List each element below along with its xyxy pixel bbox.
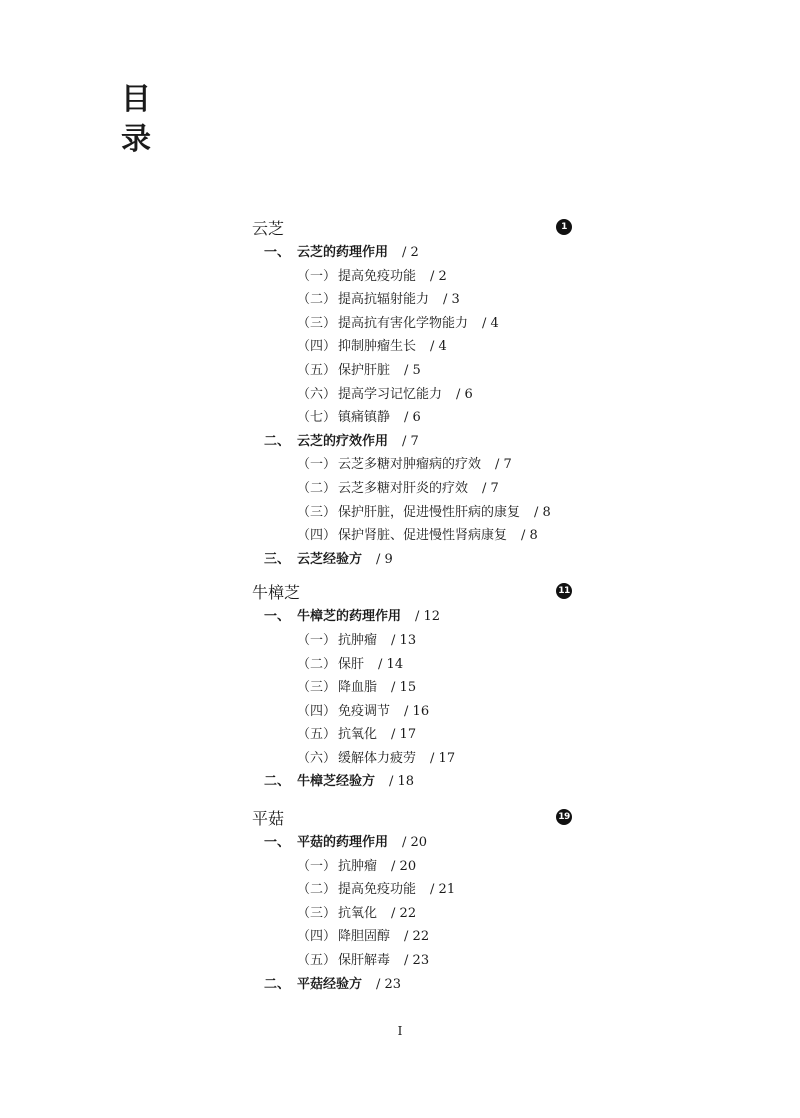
entry-page: / 8 bbox=[534, 504, 551, 520]
entry-title: 提高免疫功能 bbox=[338, 268, 417, 284]
entry-number: 一、 bbox=[264, 245, 291, 260]
chapter-page-badge: 11 bbox=[556, 583, 572, 599]
entry-title: 保肝 bbox=[338, 656, 365, 672]
entry-page: / 13 bbox=[391, 632, 417, 648]
toc-subsection-entry[interactable] bbox=[252, 288, 572, 312]
entry-title: 降血脂 bbox=[338, 680, 378, 696]
entry-page: / 2 bbox=[402, 245, 419, 260]
entry-number: 二、 bbox=[264, 433, 291, 449]
entry-title: 云芝多糖对肝炎的疗效 bbox=[338, 480, 469, 496]
toc-section-entry[interactable] bbox=[252, 241, 572, 265]
entry-page: / 17 bbox=[391, 727, 417, 743]
entry-title: 保护肾脏、促进慢性肾病康复 bbox=[338, 528, 508, 544]
entry-title: 保护肝脏 bbox=[338, 362, 391, 378]
entry-number: （四） bbox=[297, 929, 337, 945]
entry-page: / 7 bbox=[495, 457, 512, 473]
entry-title: 牛樟芝的药理作用 bbox=[297, 609, 402, 625]
entry-number: 二、 bbox=[264, 976, 291, 992]
chapter-title: 平菇 bbox=[252, 808, 285, 828]
entry-title: 云芝的疗效作用 bbox=[297, 433, 389, 449]
chapter-title: 云芝 bbox=[252, 218, 285, 238]
entry-page: / 23 bbox=[376, 976, 402, 992]
entry-number: 一、 bbox=[264, 609, 291, 625]
page-title-char-1: 目 bbox=[121, 82, 151, 117]
entry-title: 云芝的药理作用 bbox=[297, 245, 389, 260]
entry-page: / 15 bbox=[391, 680, 417, 696]
entry-title: 平菇的药理作用 bbox=[297, 835, 389, 851]
entry-title: 保护肝脏，促进慢性肝病的康复 bbox=[338, 504, 521, 520]
toc-subsection-entry[interactable] bbox=[252, 477, 572, 501]
chapter-title: 牛樟芝 bbox=[252, 582, 301, 602]
entry-page: / 3 bbox=[443, 292, 460, 308]
page-number: I bbox=[397, 1024, 403, 1038]
chapter bbox=[252, 213, 572, 571]
chapter-heading[interactable] bbox=[252, 577, 572, 605]
entry-number: （二） bbox=[297, 882, 337, 898]
toc-subsection-entry[interactable] bbox=[252, 747, 572, 771]
chapter-page-badge: 19 bbox=[556, 809, 572, 825]
entry-title: 云芝经验方 bbox=[297, 551, 363, 567]
entry-number: （五） bbox=[297, 362, 337, 378]
toc-subsection-entry[interactable] bbox=[252, 949, 572, 973]
entry-page: / 7 bbox=[482, 480, 499, 496]
entry-title: 免疫调节 bbox=[338, 703, 391, 719]
entry-number: （四） bbox=[297, 339, 337, 355]
toc-subsection-entry[interactable] bbox=[252, 723, 572, 747]
entry-page: / 22 bbox=[391, 905, 417, 921]
entry-page: / 20 bbox=[391, 858, 417, 874]
entry-number: （二） bbox=[297, 656, 337, 672]
chapter-heading[interactable] bbox=[252, 803, 572, 831]
entry-title: 云芝多糖对肿瘤病的疗效 bbox=[338, 457, 482, 473]
entry-title: 抗氧化 bbox=[338, 727, 378, 743]
entry-page: / 16 bbox=[404, 703, 430, 719]
entry-page: / 9 bbox=[376, 551, 393, 567]
toc-subsection-entry[interactable] bbox=[252, 335, 572, 359]
toc-section-entry[interactable] bbox=[252, 430, 572, 454]
entry-title: 降胆固醇 bbox=[338, 929, 391, 945]
toc-subsection-entry[interactable] bbox=[252, 653, 572, 677]
entry-page: / 8 bbox=[521, 528, 538, 544]
entry-number: （四） bbox=[297, 703, 337, 719]
entry-page: / 4 bbox=[430, 339, 447, 355]
entry-number: （六） bbox=[297, 750, 337, 766]
entry-title: 缓解体力疲劳 bbox=[338, 750, 417, 766]
entry-page: / 17 bbox=[430, 750, 456, 766]
entry-page: / 2 bbox=[430, 268, 447, 284]
toc-subsection-entry[interactable] bbox=[252, 878, 572, 902]
toc-subsection-entry[interactable] bbox=[252, 902, 572, 926]
toc-subsection-entry[interactable] bbox=[252, 501, 572, 525]
toc-subsection-entry[interactable] bbox=[252, 383, 572, 407]
entry-title: 提高抗辐射能力 bbox=[338, 292, 430, 308]
table-of-contents bbox=[252, 213, 572, 996]
entry-number: （三） bbox=[297, 905, 337, 921]
toc-section-entry[interactable] bbox=[252, 548, 572, 572]
chapter-page-badge: 1 bbox=[556, 219, 572, 235]
entry-number: （四） bbox=[297, 528, 337, 544]
entry-title: 抗氧化 bbox=[338, 905, 378, 921]
entry-number: （五） bbox=[297, 727, 337, 743]
toc-section-entry[interactable] bbox=[252, 973, 572, 997]
toc-subsection-entry[interactable] bbox=[252, 629, 572, 653]
entry-number: （二） bbox=[297, 292, 337, 308]
entry-number: 二、 bbox=[264, 774, 291, 790]
entry-page: / 6 bbox=[404, 410, 421, 426]
entry-number: （二） bbox=[297, 480, 337, 496]
entry-number: （一） bbox=[297, 268, 337, 284]
toc-subsection-entry[interactable] bbox=[252, 855, 572, 879]
entry-number: （三） bbox=[297, 315, 337, 331]
toc-subsection-entry[interactable] bbox=[252, 700, 572, 724]
entry-number: 一、 bbox=[264, 835, 291, 851]
entry-number: 三、 bbox=[264, 551, 291, 567]
entry-title: 提高学习记忆能力 bbox=[338, 386, 443, 402]
toc-section-entry[interactable] bbox=[252, 605, 572, 629]
entry-title: 保肝解毒 bbox=[338, 953, 391, 969]
entry-title: 提高抗有害化学物能力 bbox=[338, 315, 469, 331]
toc-subsection-entry[interactable] bbox=[252, 359, 572, 383]
entry-title: 抑制肿瘤生长 bbox=[338, 339, 417, 355]
chapter bbox=[252, 577, 572, 794]
toc-section-entry[interactable] bbox=[252, 831, 572, 855]
toc-subsection-entry[interactable] bbox=[252, 265, 572, 289]
entry-number: （七） bbox=[297, 410, 337, 426]
entry-page: / 7 bbox=[402, 433, 419, 449]
entry-page: / 22 bbox=[404, 929, 430, 945]
entry-title: 抗肿瘤 bbox=[338, 858, 378, 874]
entry-page: / 23 bbox=[404, 953, 430, 969]
toc-subsection-entry[interactable] bbox=[252, 453, 572, 477]
toc-subsection-entry[interactable] bbox=[252, 312, 572, 336]
entry-title: 抗肿瘤 bbox=[338, 632, 378, 648]
entry-number: （一） bbox=[297, 457, 337, 473]
page-title bbox=[116, 80, 156, 160]
entry-number: （三） bbox=[297, 680, 337, 696]
entry-title: 镇痛镇静 bbox=[338, 410, 391, 426]
entry-title: 牛樟芝经验方 bbox=[297, 774, 376, 790]
entry-number: （六） bbox=[297, 386, 337, 402]
entry-page: / 5 bbox=[404, 362, 421, 378]
entry-page: / 18 bbox=[389, 774, 415, 790]
toc-subsection-entry[interactable] bbox=[252, 676, 572, 700]
chapter-heading[interactable] bbox=[252, 213, 572, 241]
chapter bbox=[252, 803, 572, 996]
entry-page: / 21 bbox=[430, 882, 456, 898]
entry-number: （三） bbox=[297, 504, 337, 520]
toc-subsection-entry[interactable] bbox=[252, 524, 572, 548]
page-title-char-2: 录 bbox=[121, 122, 151, 157]
entry-page: / 12 bbox=[415, 609, 441, 625]
entry-page: / 14 bbox=[378, 656, 404, 672]
entry-number: （五） bbox=[297, 953, 337, 969]
toc-subsection-entry[interactable] bbox=[252, 406, 572, 430]
entry-page: / 6 bbox=[456, 386, 473, 402]
entry-number: （一） bbox=[297, 858, 337, 874]
entry-page: / 20 bbox=[402, 835, 428, 851]
entry-number: （一） bbox=[297, 632, 337, 648]
entry-page: / 4 bbox=[482, 315, 499, 331]
toc-subsection-entry[interactable] bbox=[252, 925, 572, 949]
toc-section-entry[interactable] bbox=[252, 770, 572, 794]
entry-title: 平菇经验方 bbox=[297, 976, 363, 992]
entry-title: 提高免疫功能 bbox=[338, 882, 417, 898]
